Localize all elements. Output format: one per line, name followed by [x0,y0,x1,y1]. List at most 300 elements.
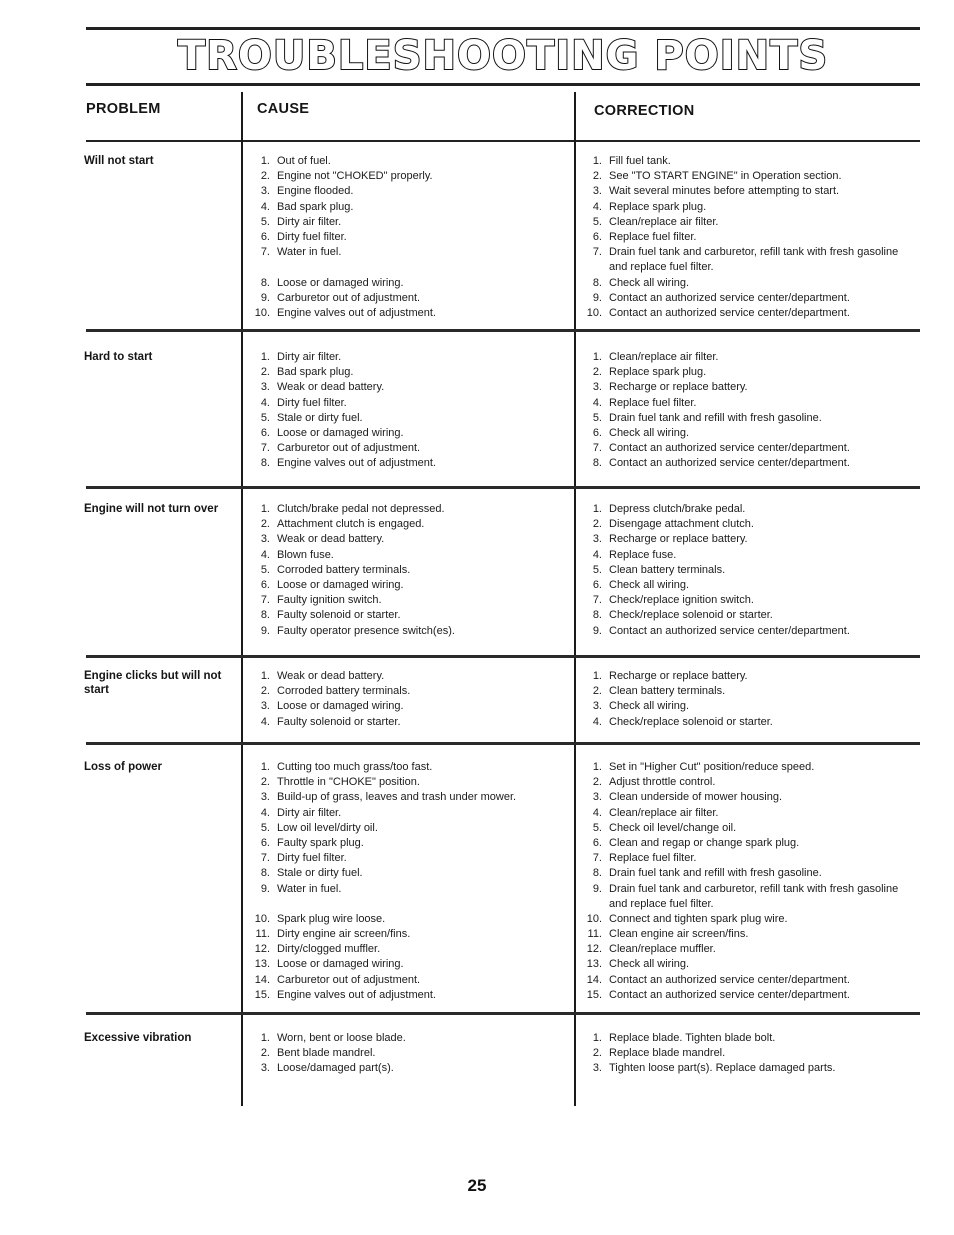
item-text: Replace fuel filter. [609,396,697,409]
item-number: 9. [260,291,270,304]
cause-list [250,1031,570,1077]
item-text: Adjust throttle control. [609,776,716,789]
cause-list [250,760,570,1003]
correction-item [582,866,912,881]
item-number: 2. [260,1047,270,1060]
item-text: Clean/replace air filter. [609,351,719,363]
cause-list [250,502,570,639]
item-text: Engine valves out of adjustment. [277,457,436,470]
item-number: 3. [260,1062,270,1075]
item-number: 9. [592,882,602,895]
item-number: 8. [592,609,602,622]
cause-item [250,851,570,866]
column-divider-correction [574,92,576,1106]
item-text: Replace spark plug. [609,200,707,213]
item-text: Stale or dirty fuel. [277,411,363,424]
item-text: Low oil level/dirty oil. [277,821,378,834]
item-text: Replace spark plug. [609,366,707,379]
item-text: Build-up of grass, leaves and trash under mower. [277,791,517,804]
item-number: 4. [260,715,270,728]
item-text: Check/replace solenoid or starter. [609,609,773,622]
item-text: Check/replace ignition switch. [609,594,754,607]
item-text: Faulty solenoid or starter. [277,715,401,728]
item-text: Recharge or replace battery. [609,381,748,394]
correction-item [582,215,912,230]
item-number: 10. [254,306,270,319]
item-number: 8. [592,867,602,880]
item-number: 4. [592,715,602,728]
item-number: 3. [592,185,602,198]
item-text: Faulty operator presence switch(es). [277,624,455,637]
item-number: 8. [260,867,270,880]
item-number: 15. [254,988,270,1001]
item-text: Water in fuel. [277,882,342,895]
correction-list [582,154,912,321]
item-text: Corroded battery terminals. [277,563,411,576]
correction-item [582,790,912,805]
cause-item [250,396,570,411]
correction-item [582,169,912,184]
item-text: Engine not "CHOKED" properly. [277,170,433,183]
row-separator [86,742,920,745]
item-number: 2. [592,1047,602,1060]
cause-item [250,897,570,912]
correction-item [582,882,912,912]
problem-label: Hard to start [84,351,153,363]
item-number: 7. [260,852,270,865]
item-text: Drain fuel tank and refill with fresh gasoline. [609,411,822,424]
row-separator [86,1012,920,1015]
item-text: Clean battery terminals. [609,685,726,698]
item-text: Loose or damaged wiring. [277,958,404,971]
cause-item [250,169,570,184]
item-text: Carburetor out of adjustment. [277,291,421,304]
header-cause: CAUSE [257,101,310,117]
item-number: 4. [592,200,602,213]
item-text: Faulty spark plug. [277,836,364,849]
item-number: 4. [260,806,270,819]
cause-item [250,426,570,441]
item-number: 8. [592,457,602,470]
cause-item [250,245,570,260]
correction-item [582,927,912,942]
problem-label: Loss of power [84,761,162,773]
item-text: Replace fuel filter. [609,852,697,865]
item-number: 1. [592,503,602,515]
item-text: Weak or dead battery. [277,670,385,682]
item-text: Loose or damaged wiring. [277,426,404,439]
item-number: 3. [260,791,270,804]
cause-item [250,669,570,684]
title-underline [86,83,920,86]
correction-item [582,563,912,578]
correction-item [582,411,912,426]
correction-item [582,184,912,199]
item-text: Weak or dead battery. [277,381,385,394]
item-text: Engine flooded. [277,185,354,198]
item-number: 6. [592,230,602,243]
header-problem: PROBLEM [86,101,161,117]
cause-item [250,517,570,532]
item-text: Replace blade. Tighten blade bolt. [609,1032,776,1044]
problem-label: Excessive vibration [84,1032,192,1044]
item-text: Contact an authorized service center/department. [609,988,850,1001]
item-number: 8. [260,457,270,470]
page-title: TROUBLESHOOTING POINTS [177,33,829,79]
item-text: Clean underside of mower housing. [609,791,783,804]
cause-item [250,456,570,471]
cause-item [250,699,570,714]
item-text: Weak or dead battery. [277,533,385,546]
item-number: 3. [592,381,602,394]
item-number: 5. [592,215,602,228]
item-number: 13. [586,958,602,971]
item-number: 9. [592,624,602,637]
item-number: 6. [260,836,270,849]
correction-item [582,669,912,684]
item-text: Drain fuel tank and carburetor, refill tank with fresh gasoline and replace fuel filter. [609,882,899,910]
correction-item [582,441,912,456]
item-number: 8. [260,609,270,622]
item-text: Bad spark plug. [277,200,354,213]
cause-list [250,154,570,321]
item-text: Engine valves out of adjustment. [277,306,436,319]
item-text: Loose or damaged wiring. [277,700,404,713]
item-text: Check all wiring. [609,276,690,289]
correction-item [582,426,912,441]
item-text: Clean battery terminals. [609,563,726,576]
item-number: 9. [260,882,270,895]
correction-item [582,200,912,215]
item-number: 4. [592,548,602,561]
correction-item [582,1046,912,1061]
cause-item [250,260,570,275]
item-number: 5. [260,215,270,228]
cause-item [250,276,570,291]
item-text: Clean engine air screen/fins. [609,928,749,941]
item-number: 3. [260,381,270,394]
item-text: Clean/replace air filter. [609,215,719,228]
correction-item [582,396,912,411]
cause-item [250,912,570,927]
item-number: 5. [260,411,270,424]
cause-item [250,821,570,836]
item-number: 4. [592,396,602,409]
correction-item [582,624,912,639]
item-number: 4. [260,548,270,561]
cause-item [250,608,570,623]
correction-item [582,942,912,957]
item-text: Corroded battery terminals. [277,685,411,698]
correction-item [582,306,912,321]
item-text: Bent blade mandrel. [277,1047,376,1060]
item-number: 2. [592,170,602,183]
item-text: Tighten loose part(s). Replace damaged parts. [609,1062,836,1075]
correction-item [582,154,912,169]
item-text: Contact an authorized service center/department. [609,291,850,304]
item-text: Clean/replace muffler. [609,943,716,956]
correction-item [582,699,912,714]
item-number: 1. [260,155,270,167]
correction-list [582,1031,912,1077]
item-number: 4. [260,396,270,409]
item-text: Out of fuel. [277,155,331,167]
cause-item [250,988,570,1003]
cause-item [250,760,570,775]
item-number: 1. [592,155,602,167]
item-text: Check all wiring. [609,578,690,591]
item-number: 8. [592,276,602,289]
item-text: Check oil level/change oil. [609,821,737,834]
item-text: Water in fuel. [277,246,342,259]
item-text: Worn, bent or loose blade. [277,1032,406,1044]
correction-list [582,502,912,639]
correction-item [582,851,912,866]
item-text: Dirty air filter. [277,351,342,363]
item-number: 2. [260,776,270,789]
correction-item [582,456,912,471]
cause-item [250,1031,570,1046]
page-number: 25 [467,1176,487,1195]
correction-item [582,608,912,623]
cause-item [250,942,570,957]
item-number: 1. [592,1032,602,1044]
item-text: Attachment clutch is engaged. [277,518,425,531]
item-text: Connect and tighten spark plug wire. [609,912,788,925]
correction-item [582,593,912,608]
item-number: 6. [592,426,602,439]
item-text: See "TO START ENGINE" in Operation section. [609,170,842,183]
correction-item [582,245,912,275]
item-text: Clean and regap or change spark plug. [609,836,800,849]
item-number: 14. [586,973,602,986]
cause-item [250,882,570,897]
cause-item [250,502,570,517]
item-number: 3. [592,1062,602,1075]
item-text: Bad spark plug. [277,366,354,379]
item-number: 9. [260,624,270,637]
correction-item [582,912,912,927]
item-number: 2. [592,518,602,531]
item-number: 5. [260,563,270,576]
header-underline [86,140,920,142]
item-number: 3. [260,533,270,546]
cause-item [250,973,570,988]
correction-item [582,291,912,306]
row-separator [86,329,920,332]
item-number: 3. [260,185,270,198]
item-text: Recharge or replace battery. [609,670,748,682]
correction-item [582,821,912,836]
item-number: 1. [260,351,270,363]
item-number: 2. [592,366,602,379]
item-number: 7. [592,594,602,607]
item-number: 6. [592,836,602,849]
cause-item [250,836,570,851]
item-text: Drain fuel tank and refill with fresh gasoline. [609,867,822,880]
cause-item [250,563,570,578]
item-number: 14. [254,973,270,986]
item-number: 3. [592,700,602,713]
correction-item [582,532,912,547]
item-number: 10. [586,306,602,319]
item-number: 1. [260,503,270,515]
item-text: Dirty air filter. [277,806,342,819]
correction-item [582,806,912,821]
item-number: 7. [260,246,270,259]
item-number: 5. [592,821,602,834]
item-text: Dirty engine air screen/fins. [277,928,411,941]
item-number: 4. [260,200,270,213]
item-text: Engine valves out of adjustment. [277,988,436,1001]
cause-item [250,184,570,199]
row-separator [86,655,920,658]
cause-item [250,532,570,547]
item-number: 2. [260,518,270,531]
column-divider-cause [241,92,243,1106]
cause-item [250,624,570,639]
item-text: Check all wiring. [609,426,690,439]
item-text: Check all wiring. [609,700,690,713]
cause-item [250,230,570,245]
cause-list [250,669,570,730]
correction-item [582,973,912,988]
item-text: Drain fuel tank and carburetor, refill tank with fresh gasoline and replace fuel filter. [609,246,899,274]
header-correction: CORRECTION [594,103,695,119]
item-text: Wait several minutes before attempting to start. [609,185,840,198]
correction-item [582,684,912,699]
item-number: 2. [592,685,602,698]
item-text: Replace fuel filter. [609,230,697,243]
correction-item [582,276,912,291]
cause-item [250,927,570,942]
item-number: 15. [586,988,602,1001]
item-number: 12. [254,943,270,956]
item-text: Contact an authorized service center/department. [609,306,850,319]
correction-item [582,988,912,1003]
item-text: Contact an authorized service center/department. [609,973,850,986]
item-text: Contact an authorized service center/department. [609,624,850,637]
cause-item [250,411,570,426]
item-text: Loose or damaged wiring. [277,578,404,591]
item-text: Replace blade mandrel. [609,1047,726,1060]
item-number: 7. [592,852,602,865]
cause-item [250,715,570,730]
cause-item [250,790,570,805]
cause-item [250,578,570,593]
item-number: 11. [587,928,602,941]
item-text: Disengage attachment clutch. [609,518,754,531]
item-text: Check all wiring. [609,958,690,971]
cause-item [250,1046,570,1061]
correction-item [582,957,912,972]
item-number: 1. [592,351,602,363]
item-text: Throttle in "CHOKE" position. [277,776,420,789]
problem-label: Will not start [84,155,154,167]
item-number: 2. [260,170,270,183]
item-text: Dirty air filter. [277,215,342,228]
correction-item [582,230,912,245]
item-text: Dirty fuel filter. [277,230,347,243]
item-text: Carburetor out of adjustment. [277,973,421,986]
item-number: 7. [260,594,270,607]
item-number: 1. [592,670,602,682]
item-text: Contact an authorized service center/department. [609,442,850,455]
item-text: Loose or damaged wiring. [277,276,404,289]
item-text: Faulty ignition switch. [277,594,382,607]
cause-item [250,215,570,230]
item-number: 11. [255,928,270,941]
item-number: 10. [586,912,602,925]
item-number: 12. [586,943,602,956]
cause-item [250,593,570,608]
item-text: Dirty fuel filter. [277,396,347,409]
problem-label: Engine will not turn over [84,503,219,515]
item-text: Carburetor out of adjustment. [277,442,421,455]
cause-item [250,1061,570,1076]
cause-item [250,306,570,321]
item-text: Dirty/clogged muffler. [277,943,381,956]
correction-item [582,1061,912,1076]
correction-list [582,760,912,1003]
cause-item [250,441,570,456]
cause-item [250,291,570,306]
item-text: Replace fuse. [609,548,677,561]
item-number: 5. [592,563,602,576]
item-text: Depress clutch/brake pedal. [609,503,746,515]
item-text: Set in "Higher Cut" position/reduce speed. [609,761,815,773]
correction-item [582,380,912,395]
cause-item [250,350,570,365]
item-text: Clutch/brake pedal not depressed. [277,503,445,515]
item-number: 7. [260,442,270,455]
correction-item [582,350,912,365]
item-number: 2. [592,776,602,789]
cause-item [250,380,570,395]
item-number: 3. [592,791,602,804]
row-separator [86,486,920,489]
correction-item [582,1031,912,1046]
item-number: 3. [592,533,602,546]
item-text: Check/replace solenoid or starter. [609,715,773,728]
item-text: Cutting too much grass/too fast. [277,761,433,773]
item-text: Loose/damaged part(s). [277,1062,394,1075]
item-number: 6. [260,230,270,243]
item-number: 13. [254,958,270,971]
correction-list [582,350,912,472]
correction-list [582,669,912,730]
item-number: 5. [260,821,270,834]
correction-item [582,775,912,790]
correction-item [582,517,912,532]
item-text: Faulty solenoid or starter. [277,609,401,622]
item-text: Recharge or replace battery. [609,533,748,546]
top-rule [86,27,920,30]
correction-item [582,760,912,775]
item-number: 6. [260,578,270,591]
correction-item [582,578,912,593]
item-number: 6. [260,426,270,439]
cause-list [250,350,570,472]
correction-item [582,548,912,563]
item-number: 9. [592,291,602,304]
correction-item [582,715,912,730]
item-number: 2. [260,366,270,379]
item-number: 1. [592,761,602,773]
cause-item [250,365,570,380]
item-text: Dirty fuel filter. [277,852,347,865]
item-number: 5. [592,411,602,424]
